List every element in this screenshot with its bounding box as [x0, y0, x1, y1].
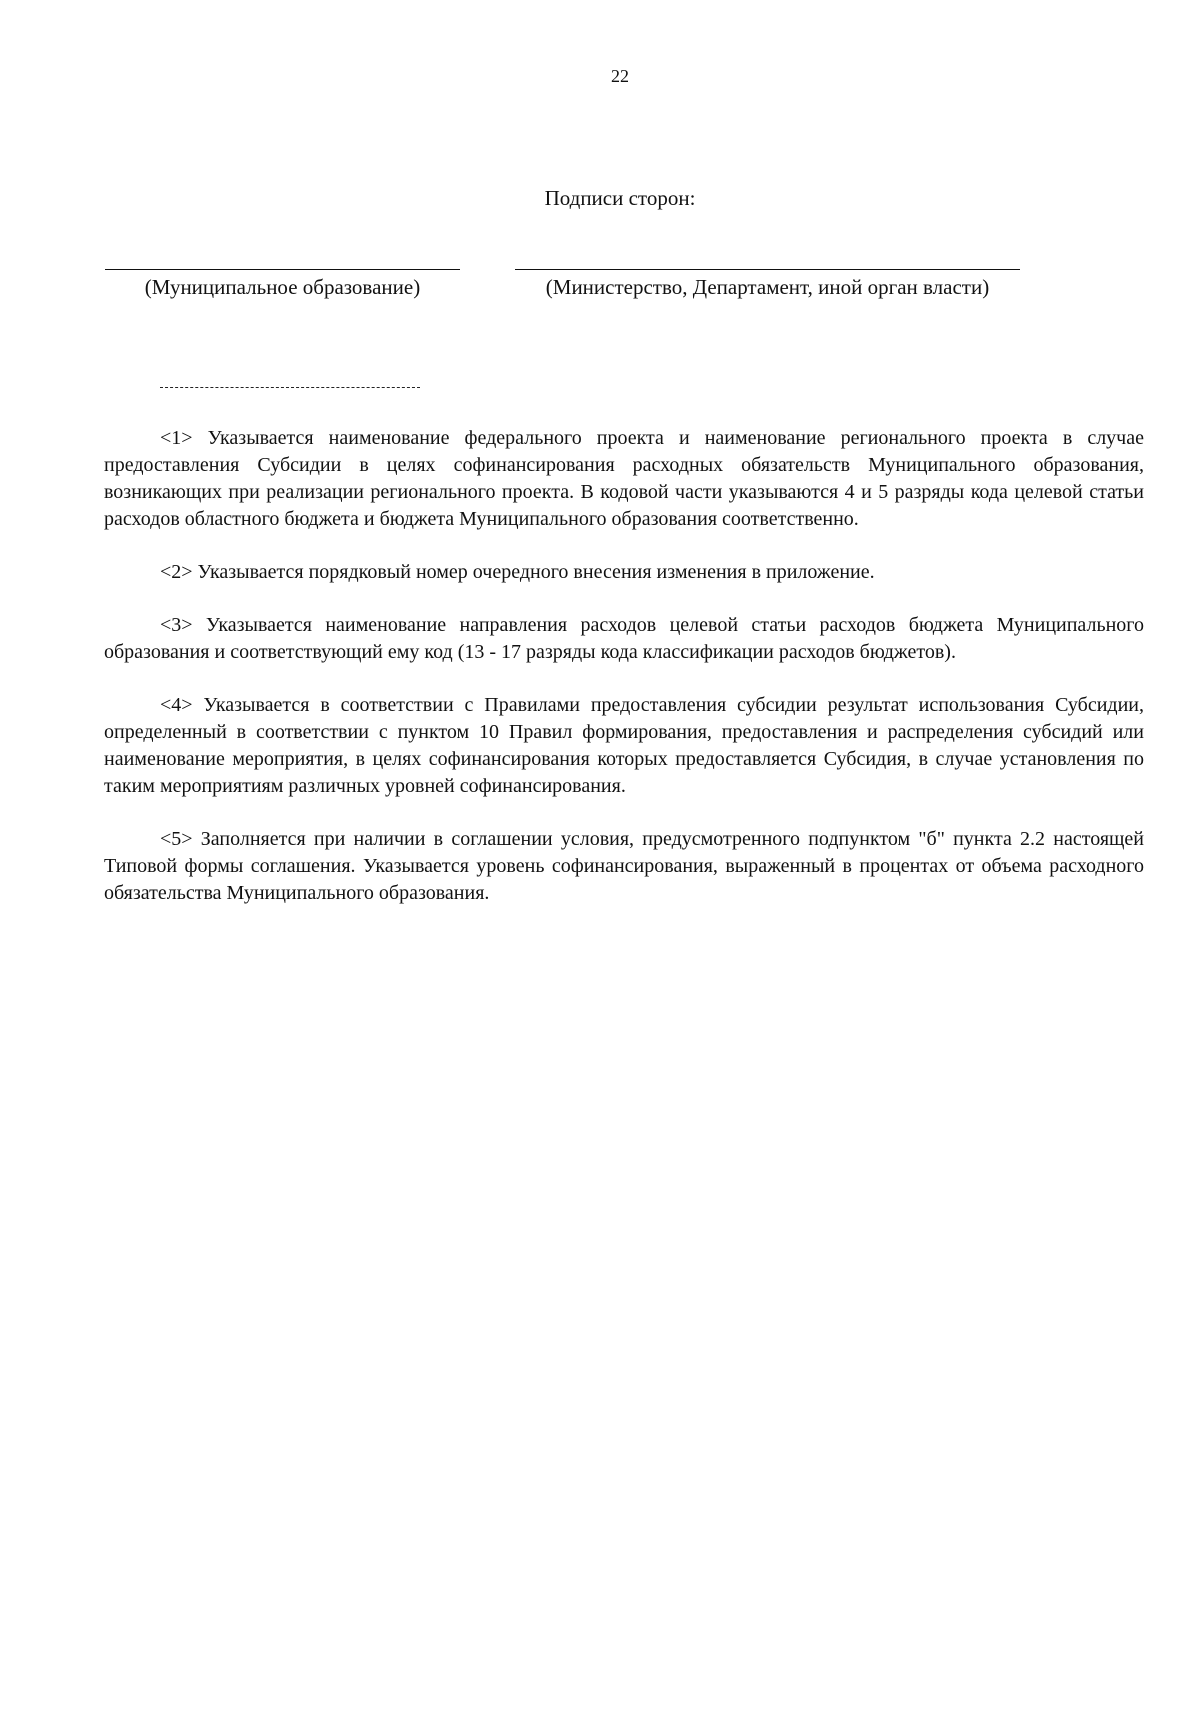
signature-line — [105, 269, 460, 270]
footnotes-section — [104, 425, 1144, 933]
signature-block-municipality — [105, 269, 460, 301]
footnote-2: <2> Указывается порядковый номер очередного внесения изменения в приложение. — [160, 561, 875, 583]
signature-block-ministry — [515, 269, 1020, 301]
signature-caption-municipality: (Муниципальное образование) — [144, 275, 421, 299]
signature-line — [515, 269, 1020, 270]
footnote-1: <1> Указывается наименование федерального проекта и наименование регионального проекта в случае предоставления Субсидии в целях софинансирования расходных обязательств Муниципального образования, возникающих при реализации регионального проекта. В кодовой части указываются 4 и 5 разряды кода целевой статьи расходов областного бюджета и бюджета Муниципального образования соответственно. — [104, 427, 1144, 530]
footnote-3: <3> Указывается наименование направления расходов целевой статьи расходов бюджета Муниципального образования и соответствующий ему код (13 - 17 разряды кода классификации расходов бюджетов). — [104, 614, 1144, 663]
footnote-4: <4> Указывается в соответствии с Правилами предоставления субсидии результат использования Субсидии, определенный в соответствии с пунктом 10 Правил формирования, предоставления и распределения субсидий или наименование мероприятия, в целях софинансирования которых предоставляется Субсидия, в случае установления по таким мероприятиям различных уровней софинансирования. — [104, 694, 1144, 797]
footnote-separator — [160, 387, 420, 388]
footnote-5: <5> Заполняется при наличии в соглашении условия, предусмотренного подпунктом "б" пункта 2.2 настоящей Типовой формы соглашения. Указывается уровень софинансирования, выраженный в процентах от объема расходного обязательства Муниципального образования. — [104, 828, 1144, 904]
signature-caption-ministry: (Министерство, Департамент, иной орган власти) — [545, 275, 990, 299]
page-number: 22 — [611, 66, 629, 86]
signatures-title: Подписи сторон: — [544, 186, 696, 210]
